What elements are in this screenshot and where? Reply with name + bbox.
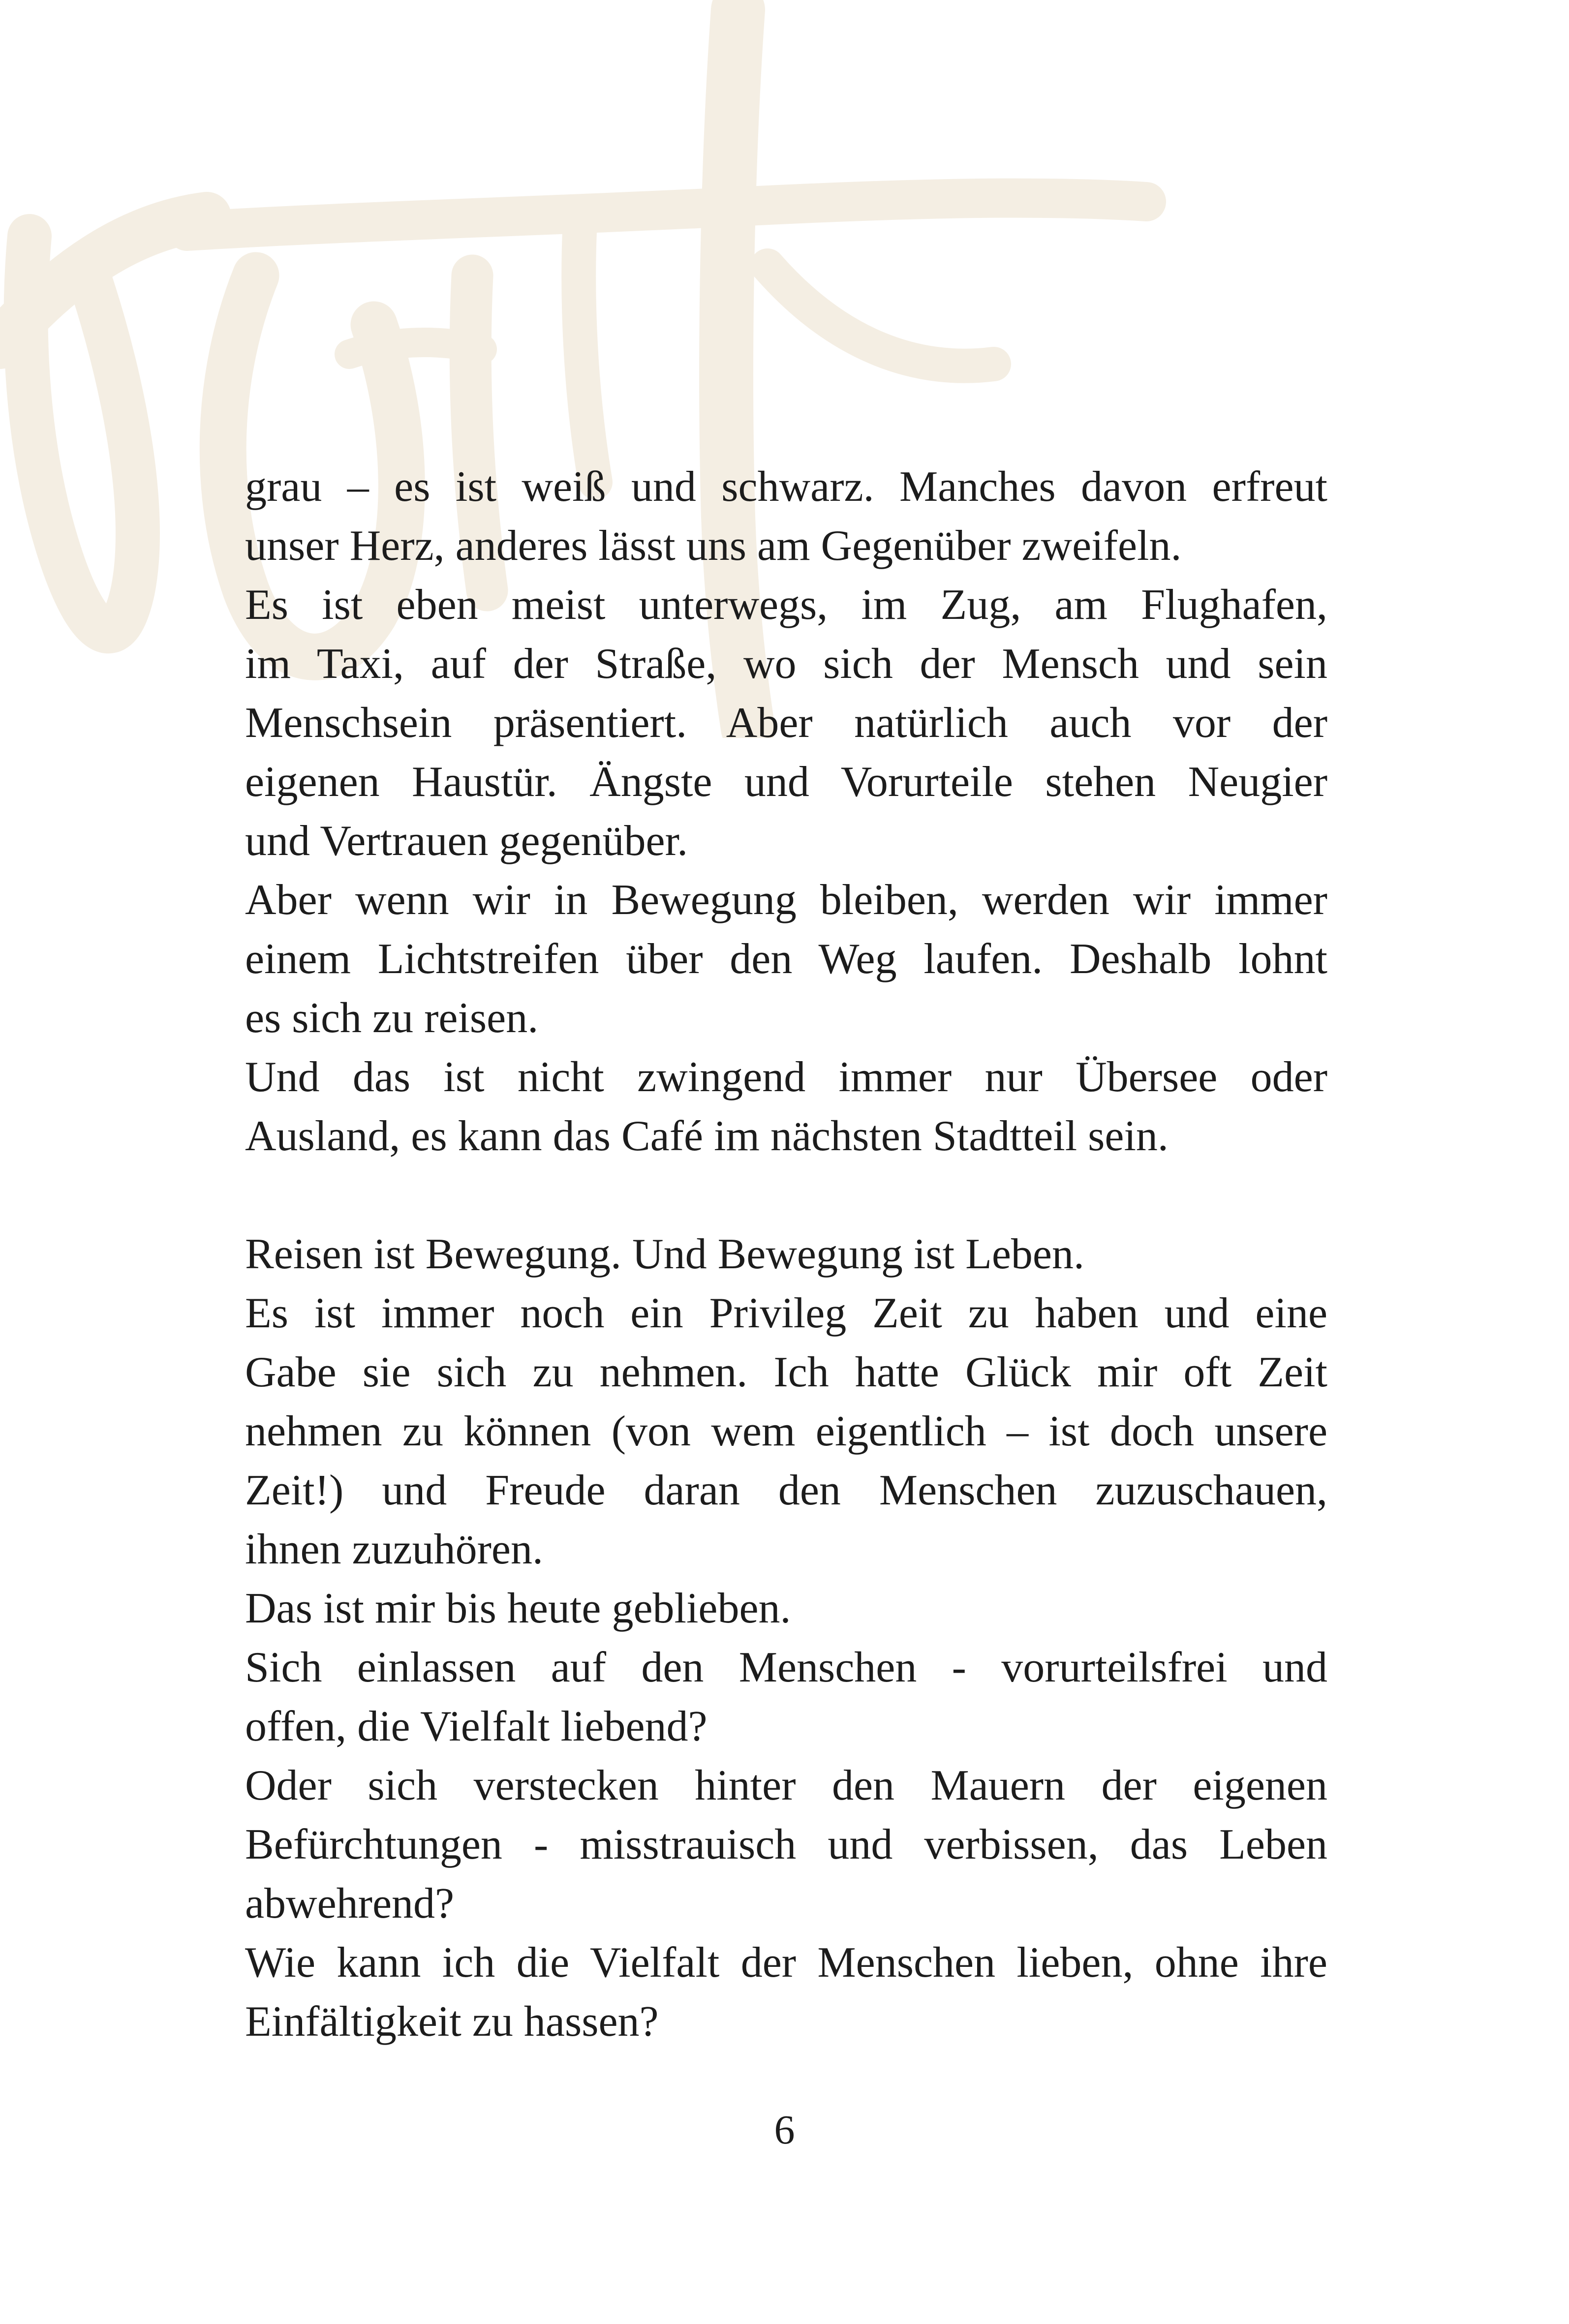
- text-line: Aber wenn wir in Bewegung bleiben, werden wir immer: [245, 876, 1327, 924]
- text-line: einem Lichtstreifen über den Weg laufen. Deshalb lohnt: [245, 935, 1327, 983]
- page-number: 6: [774, 2107, 795, 2153]
- text-line: Sich einlassen auf den Menschen - vorurteilsfrei und: [245, 1644, 1327, 1691]
- text-line: Gabe sie sich zu nehmen. Ich hatte Glück mir oft Zeit: [245, 1348, 1327, 1396]
- text-line: Zeit!) und Freude daran den Menschen zuzuschauen,: [245, 1467, 1327, 1514]
- text-line: Reisen ist Bewegung. Und Bewegung ist Leben.: [245, 1230, 1084, 1278]
- text-line: Oder sich verstecken hinter den Mauern der eigenen: [245, 1762, 1327, 1809]
- paragraph-break: [245, 1166, 1327, 1225]
- text-line: offen, die Vielfalt liebend?: [245, 1703, 708, 1750]
- text-line: und Vertrauen gegenüber.: [245, 817, 688, 865]
- text-line: abwehrend?: [245, 1880, 455, 1927]
- text-line: ihnen zuzuhören.: [245, 1526, 543, 1573]
- text-line: Es ist eben meist unterwegs, im Zug, am Flughafen,: [245, 581, 1327, 629]
- text-line: im Taxi, auf der Straße, wo sich der Mensch und sein: [245, 640, 1327, 688]
- text-line: nehmen zu können (von wem eigentlich – ist doch unsere: [245, 1407, 1327, 1455]
- text-line: Wie kann ich die Vielfalt der Menschen lieben, ohne ihre: [245, 1939, 1327, 1987]
- text-line: eigenen Haustür. Ängste und Vorurteile stehen Neugier: [245, 758, 1327, 806]
- text-line: Es ist immer noch ein Privileg Zeit zu haben und eine: [245, 1289, 1327, 1337]
- text-line: Einfältigkeit zu hassen?: [245, 1998, 659, 2046]
- text-line: Und das ist nicht zwingend immer nur Übersee oder: [245, 1053, 1327, 1101]
- text-line: Menschsein präsentiert. Aber natürlich auch vor der: [245, 699, 1327, 747]
- text-line: grau – es ist weiß und schwarz. Manches davon erfreut: [245, 463, 1327, 511]
- text-line: unser Herz, anderes lässt uns am Gegenüber zweifeln.: [245, 522, 1182, 570]
- text-line: Befürchtungen - misstrauisch und verbissen, das Leben: [245, 1821, 1327, 1868]
- text-line: es sich zu reisen.: [245, 994, 539, 1042]
- text-line: Ausland, es kann das Café im nächsten Stadtteil sein.: [245, 1112, 1169, 1160]
- body-text: [245, 458, 1327, 2051]
- text-line: Das ist mir bis heute geblieben.: [245, 1585, 791, 1632]
